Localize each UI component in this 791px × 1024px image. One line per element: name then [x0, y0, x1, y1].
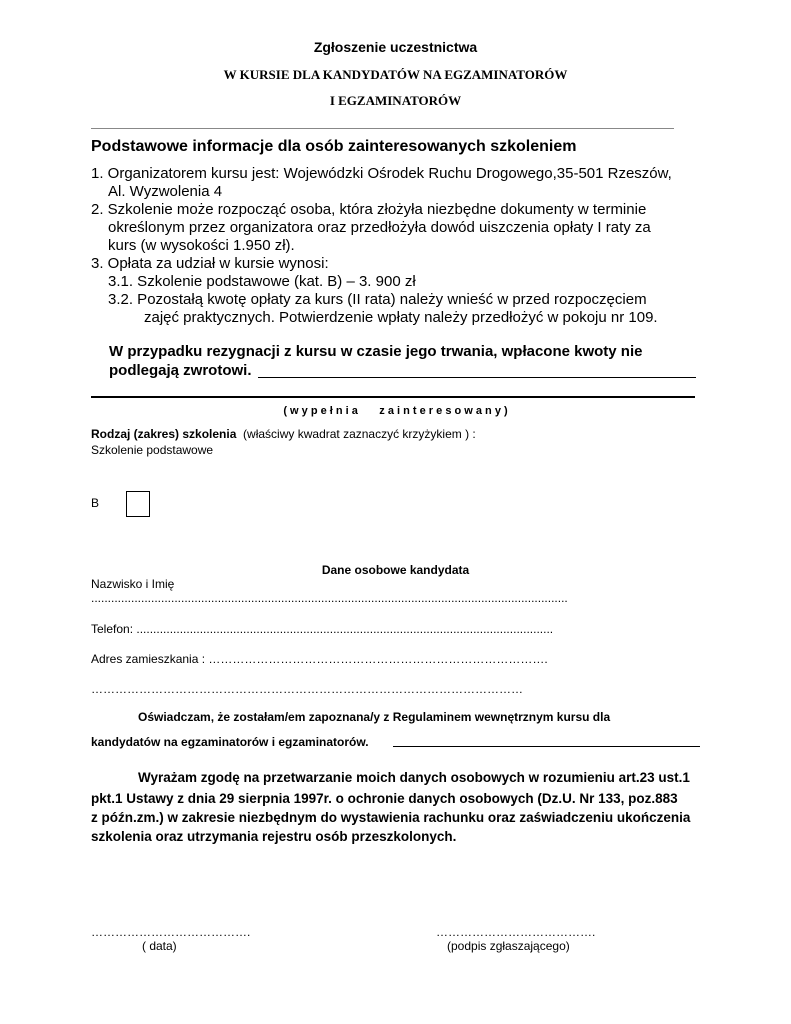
name-label: Nazwisko i Imię	[91, 577, 175, 591]
phone-field[interactable]: Telefon: .............................................................................................................................	[91, 622, 554, 636]
info-item-1-line2: Al. Wyzwolenia 4	[108, 183, 223, 200]
header-divider	[91, 128, 674, 129]
consent-line1: Wyrażam zgodę na przetwarzanie moich danych osobowych w rozumieniu art.23 ust.1	[138, 770, 690, 785]
info-item-3-line1: 3. Opłata za udział w kursie wynosi:	[91, 255, 329, 272]
signature-label: (podpis zgłaszającego)	[447, 939, 570, 953]
info-item-3-2-line2: zajęć praktycznych. Potwierdzenie wpłaty należy przedłożyć w pokoju nr 109.	[144, 309, 658, 326]
address-field-continued[interactable]: ………………………………………………………………………………………………	[91, 682, 523, 696]
form-subtitle-line2: I EGZAMINATORÓW	[329, 93, 462, 108]
option-b-label: B	[91, 496, 100, 510]
refund-warning-line2: podlegają zwrotowi.	[109, 362, 252, 379]
training-type-line	[91, 427, 476, 441]
signature-field[interactable]: ………………………………….	[436, 925, 596, 939]
declaration-line2: kandydatów na egzaminatorów i egzaminatorów.	[91, 735, 369, 749]
info-item-1-line1: 1. Organizatorem kursu jest: Wojewódzki Ośrodek Ruchu Drogowego,35-501 Rzeszów,	[91, 165, 672, 182]
personal-data-heading: Dane osobowe kandydata	[321, 563, 470, 577]
info-item-2-line1: 2. Szkolenie może rozpocząć osoba, która złożyła niezbędne dokumenty w terminie	[91, 201, 647, 218]
date-field[interactable]: ………………………………….	[91, 925, 251, 939]
warning-underline	[258, 377, 696, 378]
info-item-3-2-line1: 3.2. Pozostałą kwotę opłaty za kurs (II rata) należy wnieść w przed rozpoczęciem	[108, 291, 647, 308]
declaration-underline	[393, 746, 700, 747]
training-type-hint: (właściwy kwadrat zaznaczyć krzyżykiem ) :	[236, 427, 476, 441]
info-item-3-1: 3.1. Szkolenie podstawowe (kat. B) – 3. 900 zł	[108, 273, 416, 290]
declaration-line1: Oświadczam, że zostałam/em zapoznana/y z Regulaminem wewnętrznym kursu dla	[138, 710, 611, 724]
training-type-label: Rodzaj (zakres) szkolenia	[91, 427, 237, 441]
form-title: Zgłoszenie uczestnictwa	[313, 39, 478, 55]
form-subtitle-line1: W KURSIE DLA KANDYDATÓW NA EGZAMINATORÓW	[223, 67, 568, 82]
address-field[interactable]: Adres zamieszkania : ………………………………………………………………………….	[91, 652, 548, 666]
consent-line2: pkt.1 Ustawy z dnia 29 sierpnia 1997r. o ochronie danych osobowych (Dz.U. Nr 133, poz.883	[91, 791, 678, 806]
name-field[interactable]: ...............................................................................................................................................	[91, 591, 568, 605]
section-divider	[91, 396, 695, 398]
fill-in-note: ( w y p e ł n i a z a i n t e r e s o w a n y )	[283, 405, 508, 417]
info-item-2-line3: kurs (w wysokości 1.950 zł).	[108, 237, 295, 254]
consent-line3: z późn.zm.) w zakresie niezbędnym do wystawienia rachunku oraz zaświadczeniu ukończenia	[91, 810, 691, 825]
date-label: ( data)	[142, 939, 177, 953]
refund-warning-line1: W przypadku rezygnacji z kursu w czasie jego trwania, wpłacone kwoty nie	[109, 343, 643, 360]
consent-line4: szkolenia oraz utrzymania rejestru osób przeszkolonych.	[91, 829, 457, 844]
training-type-subtitle: Szkolenie podstawowe	[91, 443, 214, 457]
info-heading: Podstawowe informacje dla osób zainteresowanych szkoleniem	[91, 138, 577, 155]
option-b-checkbox[interactable]	[126, 491, 150, 517]
info-item-2-line2: określonym przez organizatora oraz przedłożyła dowód uiszczenia opłaty I raty za	[108, 219, 651, 236]
